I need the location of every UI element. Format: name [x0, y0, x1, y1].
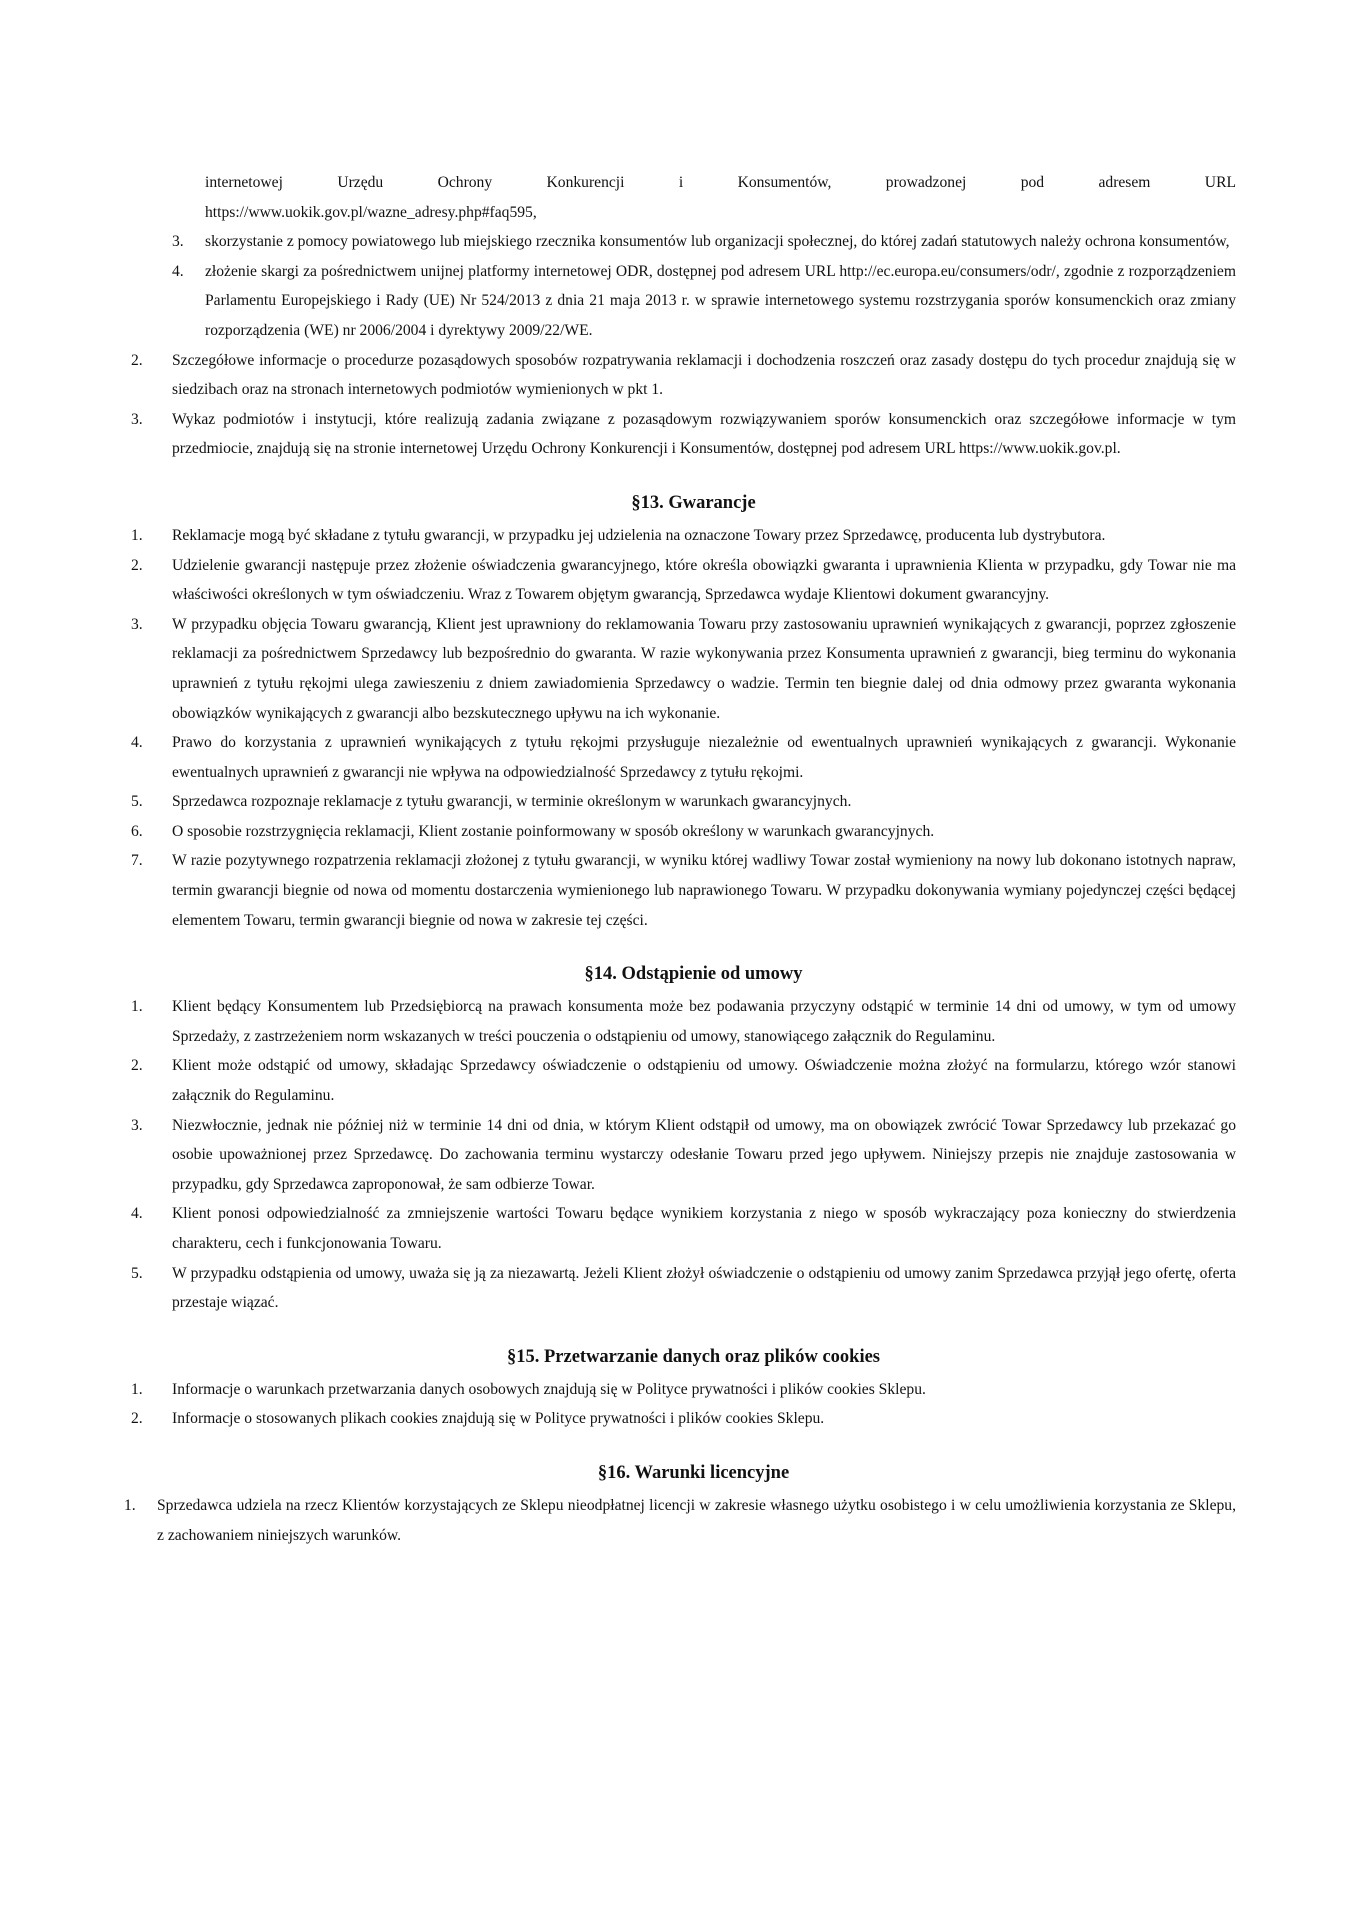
list-item [131, 846, 1236, 935]
list-number: 3. [131, 615, 143, 633]
list-item [131, 728, 1236, 787]
list-item-text: W przypadku objęcia Towaru gwarancją, Klient jest uprawniony do reklamowania Towaru przy zastosowaniu uprawnień wynikających z gwarancji, poprzez zgłoszenie reklamacji za pośrednictwem Sprzedawcy lub bezpośrednio do gwaranta. W razie wykonywania przez Konsumenta uprawnień z gwarancji, bieg terminu do wykonania uprawnień z tytułu rękojmi ulega zawieszeniu z dniem zawiadomienia Sprzedawcy o wadzie. Termin ten biegnie dalej od dnia odmowy przez gwaranta wykonania obowiązków wynikających z gwarancji albo bezskutecznego upływu na ich wykonanie. [172, 615, 1236, 722]
list-number: 1. [131, 1380, 143, 1398]
list-item [131, 346, 1236, 405]
list-item-text: Sprzedawca rozpoznaje reklamacje z tytułu gwarancji, w terminie określonym w warunkach gwarancyjnych. [172, 793, 852, 811]
list-item [131, 521, 1236, 551]
list-item [131, 1404, 1236, 1434]
list-number: 1. [131, 526, 143, 544]
list-number: 1. [131, 998, 143, 1016]
list-item [131, 992, 1236, 1051]
list-item [124, 1491, 1236, 1550]
section-heading-15: §15. Przetwarzanie danych oraz plików cookies [506, 1346, 881, 1367]
list-item-text: Informacje o stosowanych plikach cookies znajdują się w Polityce prywatności i plików cookies Sklepu. [172, 1410, 825, 1428]
list-item [131, 610, 1236, 728]
list-item-text: Szczegółowe informacje o procedurze pozasądowych sposobów rozpatrywania reklamacji i dochodzenia roszczeń oraz zasady dostępu do tych procedur znajdują się w siedzibach oraz na stronach internetowych podmiotów wymienionych w pkt 1. [172, 351, 1236, 399]
list-number: 3. [172, 233, 184, 251]
list-number: 4. [131, 1205, 143, 1223]
continued-url-link[interactable]: https://www.uokik.gov.pl/wazne_adresy.php#faq595, [205, 203, 537, 221]
list-number: 6. [131, 822, 143, 840]
list-item-text: Niezwłocznie, jednak nie później niż w terminie 14 dni od dnia, w którym Klient odstąpił od umowy, ma on obowiązek zwrócić Towar Sprzedawcy lub przekazać go osobie upoważnionej przez Sprzedawcę. Do zachowania terminu wystarczy odesłanie Towaru przed jego upływem. Niniejszy przepis nie znajduje zastosowania w przypadku, gdy Sprzedawca zaproponował, że sam odbierze Towar. [172, 1116, 1236, 1193]
list-number: 7. [131, 852, 143, 870]
list-number: 4. [172, 262, 184, 280]
list-item-text: Klient ponosi odpowiedzialność za zmniejszenie wartości Towaru będące wynikiem korzystania z niego w sposób wykraczający poza konieczny do stwierdzenia charakteru, cech i funkcjonowania Towaru. [172, 1205, 1236, 1252]
list-item [131, 405, 1236, 464]
section-heading-13: §13. Gwarancje [631, 492, 756, 513]
list-number: 5. [131, 793, 143, 811]
section-heading-16: §16. Warunki licencyjne [597, 1462, 790, 1483]
list-item [131, 1199, 1236, 1258]
section-heading-14: §14. Odstąpienie od umowy [584, 964, 803, 985]
list-number: 2. [131, 556, 143, 574]
list-item-text: Informacje o warunkach przetwarzania danych osobowych znajdują się w Polityce prywatności i plików cookies Sklepu. [172, 1380, 926, 1398]
continued-text-line-1: internetowej Urzędu Ochrony Konkurencji i Konsumentów, prowadzonej pod adresem URL [205, 174, 1236, 191]
list-item [131, 1375, 1236, 1405]
list-item-text: Sprzedawca udziela na rzecz Klientów korzystających ze Sklepu nieodpłatnej licencji w zakresie własnego użytku osobistego i w celu umożliwienia korzystania ze Sklepu, z zachowaniem niniejszych warunków. [157, 1496, 1236, 1544]
list-item [131, 1259, 1236, 1318]
list-item [131, 1111, 1236, 1200]
list-item-text: skorzystanie z pomocy powiatowego lub miejskiego rzecznika konsumentów lub organizacji społecznej, do której zadań statutowych należy ochrona konsumentów, [205, 233, 1230, 251]
list-item-text: Reklamacje mogą być składane z tytułu gwarancji, w przypadku jej udzielenia na oznaczone Towary przez Sprzedawcę, producenta lub dystrybutora. [172, 526, 1106, 544]
list-number: 3. [131, 1116, 143, 1134]
list-item-text: złożenie skargi za pośrednictwem unijnej platformy internetowej ODR, dostępnej pod adresem URL http://ec.europa.eu/consumers/odr/, zgodnie z rozporządzeniem Parlamentu Europejskiego i Rady (UE) Nr 524/2013 z dnia 21 maja 2013 r. w sprawie internetowego systemu rozstrzygania sporów konsumenckich oraz zmiany rozporządzenia (WE) nr 2006/2004 i dyrektywy 2009/22/WE. [205, 262, 1236, 339]
list-item-text: Klient będący Konsumentem lub Przedsiębiorcą na prawach konsumenta może bez podawania przyczyny odstąpić w terminie 14 dni od umowy, w tym od umowy Sprzedaży, z zastrzeżeniem norm wskazanych w treści pouczenia o odstąpieniu od umowy, stanowiącego załącznik do Regulaminu. [172, 998, 1236, 1045]
list-item [131, 817, 1236, 847]
list-number: 2. [131, 351, 143, 369]
list-item-text: Klient może odstąpić od umowy, składając Sprzedawcy oświadczenie o odstąpieniu od umowy. Oświadczenie można złożyć na formularzu, którego wzór stanowi załącznik do Regulaminu. [172, 1057, 1236, 1105]
list-item-text: Wykaz podmiotów i instytucji, które realizują zadania związane z pozasądowym rozwiązywaniem sporów konsumenckich oraz szczegółowe informacje w tym przedmiocie, znajdują się na stronie internetowej Urzędu Ochrony Konkurencji i Konsumentów, dostępnej pod adresem URL https://www.uokik.gov.pl. [172, 410, 1236, 458]
list-item-text: Prawo do korzystania z uprawnień wynikających z tytułu rękojmi przysługuje niezależnie od ewentualnych uprawnień wynikających z gwarancji. Wykonanie ewentualnych uprawnień z gwarancji nie wpływa na odpowiedzialność Sprzedawcy z tytułu rękojmi. [172, 734, 1236, 781]
list-item-text: O sposobie rozstrzygnięcia reklamacji, Klient zostanie poinformowany w sposób określony w warunkach gwarancyjnych. [172, 822, 935, 840]
list-item-text: W razie pozytywnego rozpatrzenia reklamacji złożonej z tytułu gwarancji, w wyniku której wadliwy Towar został wymieniony na nowy lub dokonano istotnych napraw, termin gwarancji biegnie od nowa od momentu dostarczenia wymienionego lub naprawionego Towaru. W przypadku dokonywania wymiany pojedynczej części będącej elementem Towaru, termin gwarancji biegnie od nowa w zakresie tej części. [172, 852, 1236, 929]
list-number: 2. [131, 1057, 143, 1075]
list-number: 4. [131, 734, 143, 752]
list-number: 2. [131, 1410, 143, 1428]
list-number: 5. [131, 1264, 143, 1282]
document-body [124, 168, 1236, 1550]
nested-list-item [131, 227, 1236, 257]
continued-paragraph-url [131, 198, 1236, 228]
nested-list-item [131, 257, 1236, 346]
list-item [131, 551, 1236, 610]
list-item [131, 1051, 1236, 1110]
list-number: 3. [131, 410, 143, 428]
continued-paragraph-line [131, 168, 1236, 198]
list-item [131, 787, 1236, 817]
list-item-text: W przypadku odstąpienia od umowy, uważa się ją za niezawartą. Jeżeli Klient złożył oświadczenie o odstąpieniu od umowy zanim Sprzedawca przyjął jego ofertę, oferta przestaje wiązać. [172, 1264, 1236, 1312]
list-item-text: Udzielenie gwarancji następuje przez złożenie oświadczenia gwarancyjnego, które określa obowiązki gwaranta i uprawnienia Klienta w przypadku, gdy Towar nie ma właściwości określonych w tym oświadczeniu. Wraz z Towarem objętym gwarancją, Sprzedawca wydaje Klientowi dokument gwarancyjny. [172, 556, 1236, 604]
list-number: 1. [124, 1496, 136, 1514]
